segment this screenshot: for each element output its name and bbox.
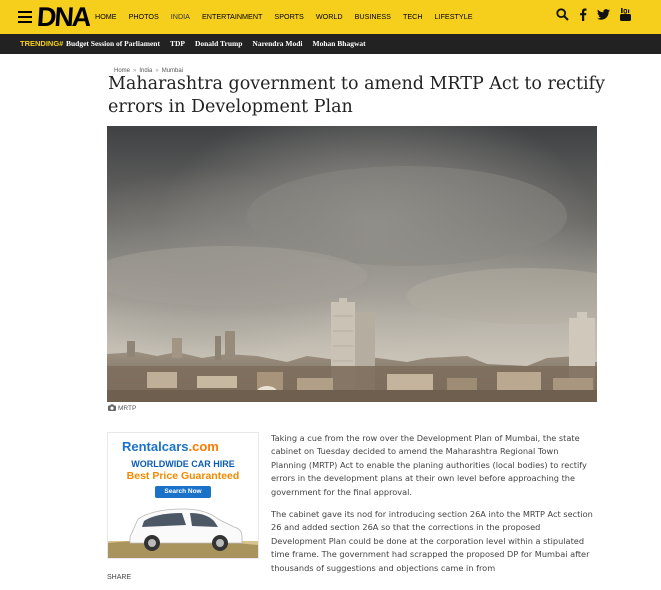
- menu-icon[interactable]: [18, 11, 32, 23]
- trending-item[interactable]: Narendra Modi: [252, 39, 303, 48]
- search-icon[interactable]: [556, 8, 569, 21]
- ad-search-button[interactable]: Search Now: [155, 486, 211, 498]
- nav-lifestyle[interactable]: LIFESTYLE: [434, 12, 473, 21]
- main-nav: [95, 12, 485, 22]
- site-logo[interactable]: DNA: [35, 2, 91, 32]
- ad-car-image: [108, 499, 258, 558]
- facebook-icon[interactable]: [579, 8, 587, 21]
- breadcrumb: Home » India » Mumbai: [114, 68, 184, 74]
- trending-label: TRENDING#: [20, 39, 64, 48]
- nav-home[interactable]: HOME: [95, 12, 117, 21]
- image-caption: [108, 404, 136, 414]
- nav-photos[interactable]: PHOTOS: [128, 12, 159, 21]
- top-header: [0, 0, 661, 34]
- article-paragraph: Taking a cue from the row over the Development Plan of Mumbai, the state cabinet on Tuesday decided to amend the Maharashtra Regional Town Planning (MRTP) Act to enable the planing authorities (local bodies) to rectify errors in the development plans at their own level before approaching the government for the final approval.: [271, 433, 587, 497]
- article-hero-image: [107, 126, 597, 402]
- ad-subheadline: Best Price Guaranteed: [126, 470, 240, 482]
- breadcrumb-home[interactable]: Home: [114, 68, 131, 74]
- ad-headline: WORLDWIDE CAR HIRE: [131, 459, 235, 469]
- nav-india[interactable]: INDIA: [170, 12, 190, 21]
- trending-item[interactable]: Budget Session of Parliament: [66, 39, 160, 48]
- nav-entertainment[interactable]: ENTERTAINMENT: [201, 12, 263, 21]
- nav-sports[interactable]: SPORTS: [274, 12, 304, 21]
- trending-item[interactable]: Mohan Bhagwat: [312, 39, 366, 48]
- breadcrumb-mumbai[interactable]: Mumbai: [161, 68, 184, 74]
- caption-text: MRTP: [118, 405, 137, 412]
- trending-bar: [0, 34, 661, 54]
- ad-logo-main: Rentalcars: [122, 439, 189, 454]
- nav-world[interactable]: WORLD: [315, 12, 343, 21]
- article-paragraph: The cabinet gave its nod for introducing section 26A into the MRTP Act section 26 and added section 26A so that the corrections in the proposed Development Plan could be done at the corporation level within a stipulated time frame. The government had scrapped the proposed DP for Mumbai after thousands of suggestions and objections came in from: [271, 509, 593, 573]
- article-body: [271, 432, 596, 584]
- breadcrumb-india[interactable]: India: [139, 68, 153, 74]
- nav-business[interactable]: BUSINESS: [354, 12, 391, 21]
- twitter-icon[interactable]: [597, 9, 610, 20]
- youtube-icon[interactable]: [620, 8, 631, 21]
- ad-logo: [122, 439, 219, 455]
- article-title: Maharashtra government to amend MRTP Act to rectify errors in Development Plan: [108, 74, 605, 117]
- ad-logo-suffix: .com: [188, 439, 219, 454]
- trending-item[interactable]: Donald Trump: [194, 39, 243, 48]
- advertisement[interactable]: [107, 432, 259, 559]
- nav-tech[interactable]: TECH: [402, 12, 423, 21]
- trending-item[interactable]: TDP: [169, 39, 185, 48]
- camera-icon: [108, 404, 116, 414]
- trending-list: [66, 39, 376, 49]
- header-icons: [556, 8, 631, 21]
- share-label[interactable]: SHARE: [107, 574, 132, 581]
